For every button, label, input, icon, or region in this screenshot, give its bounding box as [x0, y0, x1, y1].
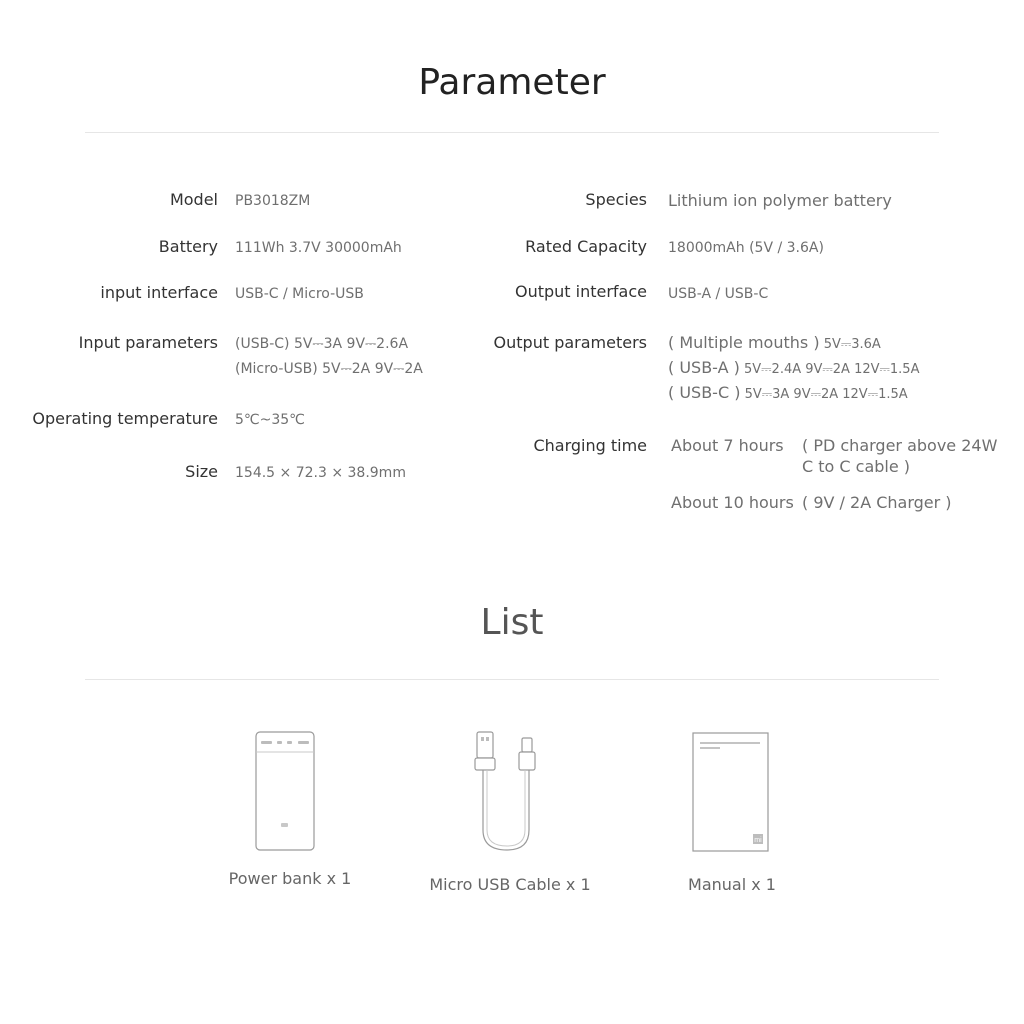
output-usb-a-name: ( USB-A ) — [668, 358, 740, 377]
list-item-manual: Manual x 1 — [688, 875, 776, 894]
output-multiple-mouths-name: ( Multiple mouths ) — [668, 333, 820, 352]
input-parameters-line-2: (Micro-USB) 5V⎓2A 9V⎓2A — [235, 361, 423, 377]
size-label: Size — [185, 462, 218, 481]
size-value: 154.5 × 72.3 × 38.9mm — [235, 465, 406, 481]
charging-time-7h-note-1: ( PD charger above 24W — [802, 436, 998, 455]
output-usb-c-value: 5V⎓3A 9V⎓2A 12V⎓1.5A — [740, 387, 908, 402]
output-usb-a-value: 5V⎓2.4A 9V⎓2A 12V⎓1.5A — [739, 362, 920, 377]
output-interface-label: Output interface — [514, 282, 647, 301]
power-bank-icon — [252, 730, 320, 854]
input-interface-label: input interface — [100, 283, 218, 302]
manual-logo: mi — [754, 837, 762, 844]
list-title: List — [480, 602, 544, 643]
charging-time-10h: About 10 hours — [671, 493, 794, 512]
charging-time-7h-note-2: C to C cable ) — [802, 457, 911, 476]
list-item-usb-cable: Micro USB Cable x 1 — [429, 875, 591, 894]
species-label: Species — [585, 190, 647, 209]
charging-time-10h-note: ( 9V / 2A Charger ) — [802, 493, 952, 512]
rated-capacity-label: Rated Capacity — [525, 237, 647, 256]
output-parameters-line-2 — [668, 358, 919, 377]
parameter-divider — [85, 132, 939, 133]
list-divider — [85, 679, 939, 680]
input-parameters-label: Input parameters — [78, 333, 218, 352]
charging-time-label: Charging time — [533, 436, 647, 455]
output-parameters-line-3 — [668, 383, 908, 402]
parameter-title: Parameter — [418, 62, 606, 103]
input-parameters-line-1: (USB-C) 5V⎓3A 9V⎓2.6A — [235, 336, 409, 352]
manual-icon — [690, 731, 772, 855]
battery-value: 111Wh 3.7V 30000mAh — [235, 240, 402, 256]
output-usb-c-name: ( USB-C ) — [668, 383, 741, 402]
operating-temperature-label: Operating temperature — [32, 409, 218, 428]
model-label: Model — [169, 190, 218, 209]
usb-cable-icon — [468, 730, 546, 854]
output-interface-value: USB-A / USB-C — [668, 286, 769, 302]
charging-time-7h: About 7 hours — [671, 436, 784, 455]
input-interface-value: USB-C / Micro-USB — [235, 286, 364, 302]
operating-temperature-value: 5℃~35℃ — [235, 412, 305, 428]
output-parameters-label: Output parameters — [493, 333, 647, 352]
species-value: Lithium ion polymer battery — [668, 191, 892, 210]
model-value: PB3018ZM — [235, 193, 311, 209]
output-parameters-line-1 — [668, 333, 881, 352]
list-item-power-bank: Power bank x 1 — [228, 869, 352, 888]
battery-label: Battery — [158, 237, 218, 256]
rated-capacity-value: 18000mAh (5V / 3.6A) — [668, 240, 824, 256]
output-multiple-mouths-value: 5V⎓3.6A — [819, 337, 881, 352]
